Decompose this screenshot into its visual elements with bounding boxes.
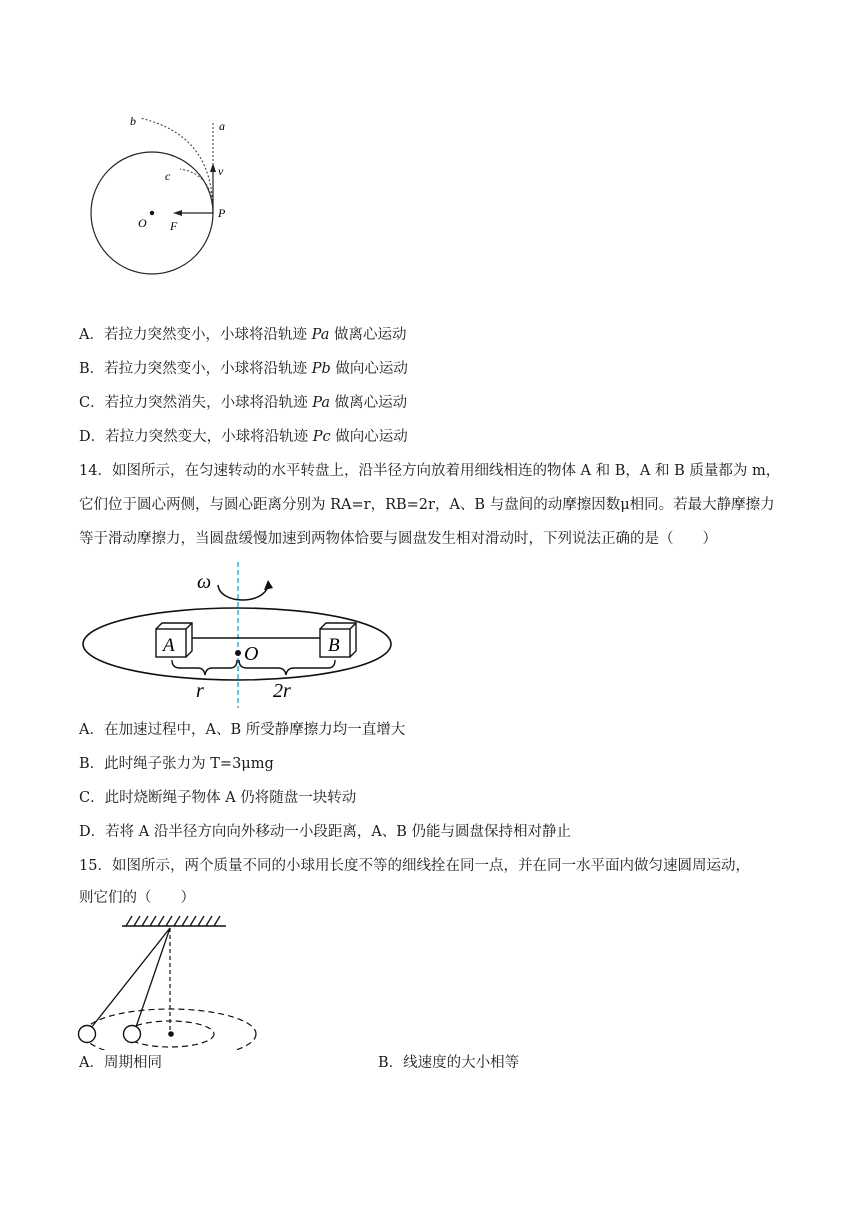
label-F: F [170,219,178,233]
force-arrowhead [173,210,182,216]
string-long [91,928,170,1028]
omega-label: ω [197,571,212,593]
block-b [320,623,356,657]
label-P: P [218,206,226,220]
circular-motion-figure [80,105,250,280]
q13-option-b: B．若拉力突然变小，小球将沿轨迹 Pb 做向心运动 [79,361,408,377]
q14-option-c: C．此时烧断绳子物体 A 仍将随盘一块转动 [79,790,357,806]
brace-r [172,660,237,675]
path-b-curve [140,118,213,213]
label-2r: 2r [273,680,291,702]
label-c: c [165,169,171,183]
q14-option-d: D．若将 A 沿半径方向向外移动一小段距离，A、B 仍能与圆盘保持相对静止 [79,824,572,840]
ball-outer [79,1026,96,1043]
label-r: r [196,680,204,702]
q13-option-c: C．若拉力突然消失，小球将沿轨迹 Pa 做离心运动 [79,395,408,411]
block-a-label: A [163,635,175,656]
q13-option-d: D．若拉力突然变大，小球将沿轨迹 Pc 做向心运动 [79,429,408,445]
block-a [156,623,192,657]
rotation-arrowhead [264,580,273,590]
axis-center-dot [168,1031,174,1037]
turntable-figure [80,560,400,710]
q14-option-b: B．此时绳子张力为 T=3μmg [79,756,274,772]
q13-option-a: A．若拉力突然变小，小球将沿轨迹 Pa 做离心运动 [79,327,407,343]
q14-stem-line2: 它们位于圆心两侧，与圆心距离分别为 RA=r，RB=2r，A、B 与盘间的动摩擦因数μ相同。若最大静摩擦力 [79,497,775,513]
q15-stem-line1: 15．如图所示，两个质量不同的小球用长度不等的细线拴在同一点，并在同一水平面内做匀速圆周运动， [79,858,750,874]
ceiling-hatch [126,916,220,926]
label-a: a [219,119,225,133]
label-O: O [138,216,147,230]
q15-option-a: A．周期相同 [79,1055,162,1071]
q14-stem-line1: 14．如图所示，在匀速转动的水平转盘上，沿半径方向放着用细线相连的物体 A 和 B，A 和 B 质量都为 m， [79,463,781,479]
q14-option-a: A．在加速过程中，A、B 所受静摩擦力均一直增大 [79,722,406,738]
rotation-arrow [218,585,268,600]
conical-pendulum-figure [74,910,274,1050]
velocity-arrowhead [210,163,216,172]
q15-stem-line2: 则它们的（ ） [79,890,195,906]
string-short [136,928,170,1027]
label-v: v [218,164,224,178]
center-o-dot [235,650,241,656]
q14-stem-line3: 等于滑动摩擦力，当圆盘缓慢加速到两物体恰要与圆盘发生相对滑动时，下列说法正确的是（ ） [79,531,717,547]
center-dot [150,211,154,215]
ball-inner [124,1026,141,1043]
block-b-label: B [328,635,340,656]
label-b: b [130,114,136,128]
center-o-label: O [244,643,259,665]
q15-option-b: B．线速度的大小相等 [378,1055,520,1071]
